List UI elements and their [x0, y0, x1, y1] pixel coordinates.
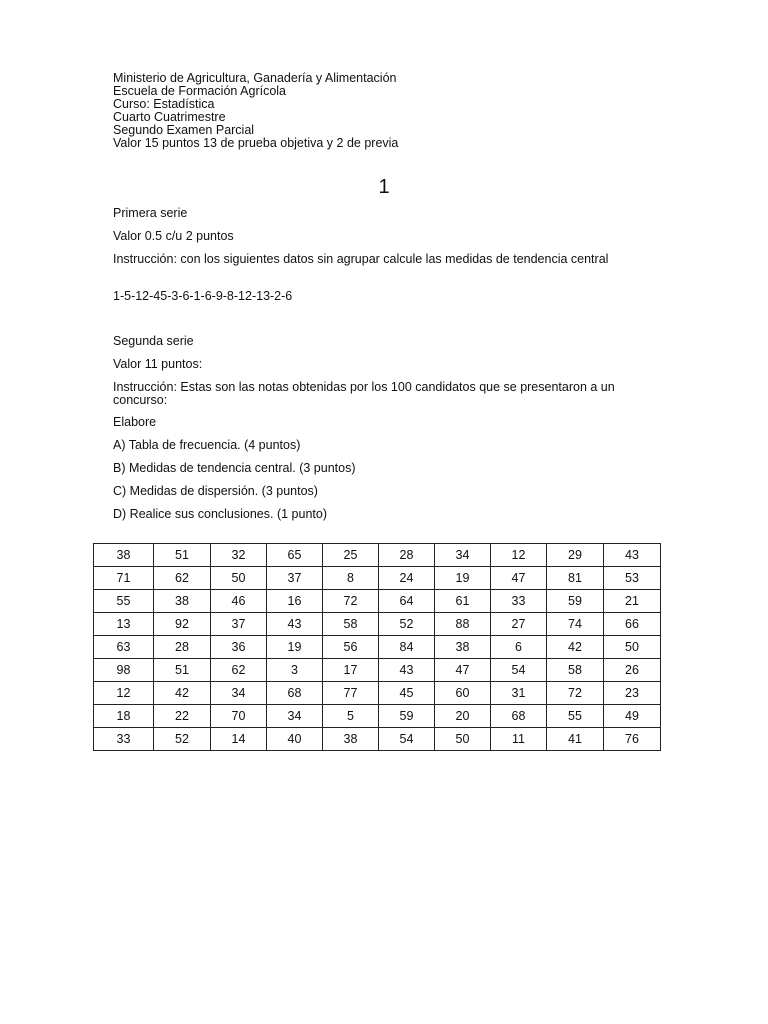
- grade-cell: 55: [547, 705, 604, 728]
- table-row: [94, 659, 661, 682]
- grade-cell: 77: [323, 682, 379, 705]
- document-header: [113, 72, 398, 150]
- serie1-data: 1-5-12-45-3-6-1-6-9-8-12-13-2-6: [113, 289, 293, 303]
- term-line: Cuarto Cuatrimestre: [113, 110, 226, 124]
- grade-cell: 31: [491, 682, 547, 705]
- grade-cell: 68: [491, 705, 547, 728]
- table-row: [94, 544, 661, 567]
- grade-cell: 26: [604, 659, 661, 682]
- grade-cell: 81: [547, 567, 604, 590]
- grade-cell: 28: [154, 636, 211, 659]
- ministry-line: Ministerio de Agricultura, Ganadería y Alimentación: [113, 71, 397, 85]
- grade-cell: 92: [154, 613, 211, 636]
- grade-cell: 62: [211, 659, 267, 682]
- grade-cell: 51: [154, 659, 211, 682]
- grade-cell: 32: [211, 544, 267, 567]
- grade-cell: 5: [323, 705, 379, 728]
- grade-cell: 37: [211, 613, 267, 636]
- exam-title-line: Segundo Examen Parcial: [113, 123, 255, 137]
- grade-cell: 6: [491, 636, 547, 659]
- grade-cell: 98: [94, 659, 154, 682]
- grade-cell: 20: [435, 705, 491, 728]
- grade-cell: 27: [491, 613, 547, 636]
- grade-cell: 40: [267, 728, 323, 751]
- grade-cell: 58: [323, 613, 379, 636]
- grade-cell: 14: [211, 728, 267, 751]
- grade-cell: 33: [94, 728, 154, 751]
- grade-cell: 16: [267, 590, 323, 613]
- grade-cell: 50: [211, 567, 267, 590]
- grade-cell: 76: [604, 728, 661, 751]
- serie1-title: Primera serie: [113, 206, 188, 220]
- grade-cell: 45: [379, 682, 435, 705]
- grade-cell: 63: [94, 636, 154, 659]
- grade-cell: 46: [211, 590, 267, 613]
- grade-cell: 53: [604, 567, 661, 590]
- grade-cell: 54: [491, 659, 547, 682]
- grade-cell: 65: [267, 544, 323, 567]
- table-row: [94, 705, 661, 728]
- serie2-item-d: D) Realice sus conclusiones. (1 punto): [113, 507, 327, 521]
- grade-cell: 28: [379, 544, 435, 567]
- grade-cell: 25: [323, 544, 379, 567]
- grade-cell: 49: [604, 705, 661, 728]
- grade-cell: 52: [379, 613, 435, 636]
- serie2-instruction: Instrucción: Estas son las notas obtenidas por los 100 candidatos que se presentaron a un concurso:: [113, 380, 615, 407]
- grade-cell: 61: [435, 590, 491, 613]
- grade-cell: 8: [323, 567, 379, 590]
- grade-cell: 37: [267, 567, 323, 590]
- table-row: [94, 728, 661, 751]
- grade-cell: 38: [154, 590, 211, 613]
- grade-cell: 11: [491, 728, 547, 751]
- table-row: [94, 613, 661, 636]
- exam-value-line: Valor 15 puntos 13 de prueba objetiva y 2 de previa: [113, 136, 399, 150]
- grade-cell: 84: [379, 636, 435, 659]
- grade-cell: 43: [379, 659, 435, 682]
- grade-cell: 38: [94, 544, 154, 567]
- grade-cell: 19: [435, 567, 491, 590]
- grade-cell: 41: [547, 728, 604, 751]
- grade-cell: 38: [435, 636, 491, 659]
- grade-cell: 72: [547, 682, 604, 705]
- grade-cell: 34: [267, 705, 323, 728]
- grade-cell: 34: [211, 682, 267, 705]
- serie2-value: Valor 11 puntos:: [113, 357, 203, 371]
- grade-cell: 56: [323, 636, 379, 659]
- grade-cell: 19: [267, 636, 323, 659]
- grade-cell: 66: [604, 613, 661, 636]
- serie2-item-a: A) Tabla de frecuencia. (4 puntos): [113, 438, 301, 452]
- serie2-elabore: Elabore: [113, 415, 157, 429]
- grade-cell: 3: [267, 659, 323, 682]
- grade-cell: 62: [154, 567, 211, 590]
- grade-cell: 55: [94, 590, 154, 613]
- grade-cell: 47: [491, 567, 547, 590]
- grade-cell: 64: [379, 590, 435, 613]
- grade-cell: 50: [604, 636, 661, 659]
- grade-cell: 43: [267, 613, 323, 636]
- grade-cell: 59: [547, 590, 604, 613]
- grade-cell: 21: [604, 590, 661, 613]
- school-line: Escuela de Formación Agrícola: [113, 84, 287, 98]
- course-line: Curso: Estadística: [113, 97, 215, 111]
- grade-cell: 43: [604, 544, 661, 567]
- grade-cell: 24: [379, 567, 435, 590]
- grade-cell: 17: [323, 659, 379, 682]
- grade-cell: 12: [491, 544, 547, 567]
- grade-cell: 50: [435, 728, 491, 751]
- grade-cell: 72: [323, 590, 379, 613]
- grades-table: [93, 543, 661, 751]
- grade-cell: 23: [604, 682, 661, 705]
- grade-cell: 18: [94, 705, 154, 728]
- serie2-item-b: B) Medidas de tendencia central. (3 puntos): [113, 461, 356, 475]
- grade-cell: 13: [94, 613, 154, 636]
- grade-cell: 29: [547, 544, 604, 567]
- serie2-item-c: C) Medidas de dispersión. (3 puntos): [113, 484, 318, 498]
- grade-cell: 71: [94, 567, 154, 590]
- grade-cell: 88: [435, 613, 491, 636]
- serie1-instruction: Instrucción: con los siguientes datos sin agrupar calcule las medidas de tendencia central: [113, 252, 609, 266]
- grade-cell: 42: [154, 682, 211, 705]
- page-number: 1: [378, 176, 390, 198]
- grade-cell: 68: [267, 682, 323, 705]
- grade-cell: 42: [547, 636, 604, 659]
- grade-cell: 54: [379, 728, 435, 751]
- grade-cell: 51: [154, 544, 211, 567]
- grade-cell: 34: [435, 544, 491, 567]
- grade-cell: 52: [154, 728, 211, 751]
- grade-cell: 38: [323, 728, 379, 751]
- grade-cell: 60: [435, 682, 491, 705]
- grade-cell: 47: [435, 659, 491, 682]
- grade-cell: 33: [491, 590, 547, 613]
- serie1-value: Valor 0.5 c/u 2 puntos: [113, 229, 234, 243]
- grade-cell: 59: [379, 705, 435, 728]
- grade-cell: 12: [94, 682, 154, 705]
- table-row: [94, 567, 661, 590]
- table-row: [94, 636, 661, 659]
- grade-cell: 74: [547, 613, 604, 636]
- serie2-title: Segunda serie: [113, 334, 194, 348]
- grade-cell: 58: [547, 659, 604, 682]
- grade-cell: 70: [211, 705, 267, 728]
- table-row: [94, 590, 661, 613]
- grade-cell: 36: [211, 636, 267, 659]
- table-row: [94, 682, 661, 705]
- grade-cell: 22: [154, 705, 211, 728]
